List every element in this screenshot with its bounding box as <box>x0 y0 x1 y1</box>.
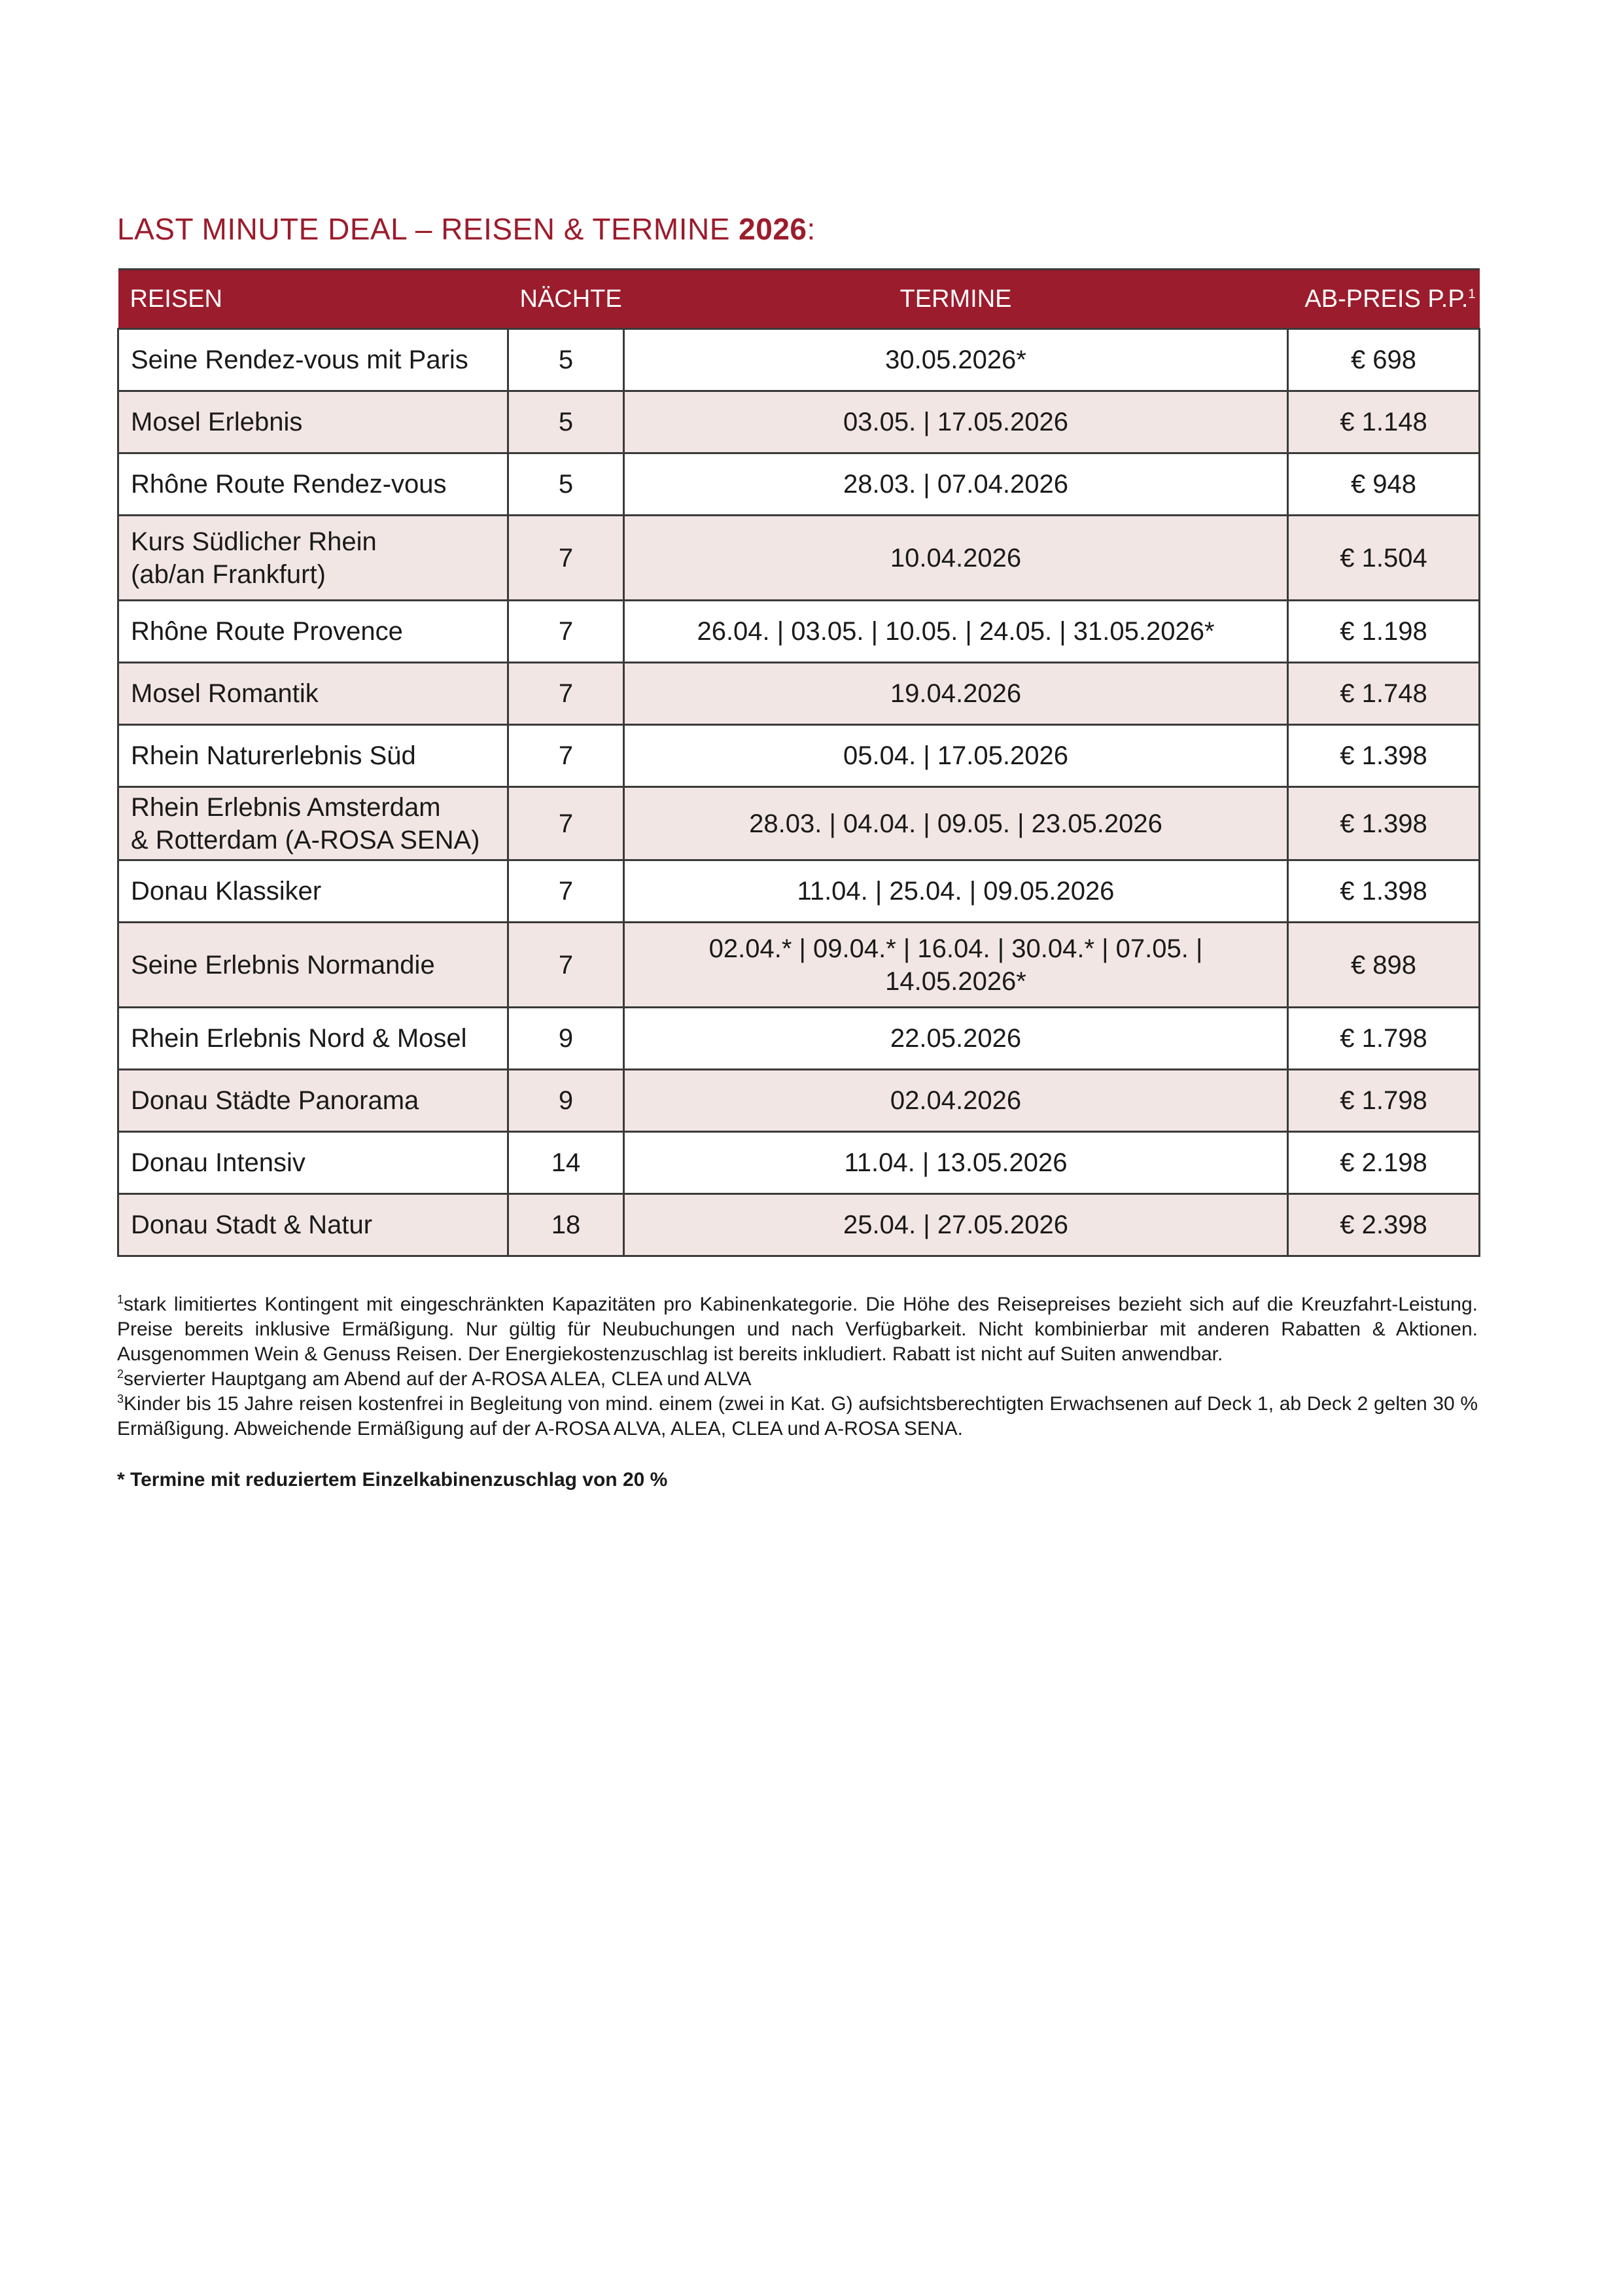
cell-reise: Mosel Erlebnis <box>118 391 508 453</box>
footnote-3-mark: 3 <box>117 1392 124 1405</box>
cell-naechte: 7 <box>508 860 624 923</box>
cell-termine: 25.04. | 27.05.2026 <box>624 1194 1288 1256</box>
cell-preis: € 1.504 <box>1288 516 1480 601</box>
footnote-3 <box>117 1392 1478 1441</box>
cell-preis: € 1.398 <box>1288 860 1480 923</box>
cell-preis: € 2.198 <box>1288 1132 1480 1194</box>
cell-termine: 19.04.2026 <box>624 663 1288 725</box>
table-row <box>118 516 1480 601</box>
cell-termine: 22.05.2026 <box>624 1008 1288 1070</box>
cell-naechte: 9 <box>508 1008 624 1070</box>
cell-preis: € 1.198 <box>1288 601 1480 663</box>
cell-preis: € 1.798 <box>1288 1008 1480 1070</box>
page <box>117 209 1478 1492</box>
cell-preis: € 1.798 <box>1288 1070 1480 1132</box>
table-body <box>118 329 1480 1256</box>
cell-naechte: 7 <box>508 923 624 1008</box>
cell-termine: 03.05. | 17.05.2026 <box>624 391 1288 453</box>
cell-naechte: 14 <box>508 1132 624 1194</box>
cell-preis: € 1.148 <box>1288 391 1480 453</box>
cell-naechte: 9 <box>508 1070 624 1132</box>
table-row <box>118 453 1480 516</box>
cell-naechte: 5 <box>508 329 624 391</box>
header-termine: TERMINE <box>624 270 1288 329</box>
cell-reise: Seine Rendez-vous mit Paris <box>118 329 508 391</box>
cell-preis: € 898 <box>1288 923 1480 1008</box>
table-row <box>118 860 1480 923</box>
cell-naechte: 7 <box>508 516 624 601</box>
cell-termine: 30.05.2026* <box>624 329 1288 391</box>
cell-naechte: 7 <box>508 601 624 663</box>
cell-reise: Rhône Route Rendez-vous <box>118 453 508 516</box>
table-row <box>118 1132 1480 1194</box>
cell-naechte: 5 <box>508 453 624 516</box>
cell-termine: 02.04.* | 09.04.* | 16.04. | 30.04.* | 07.05. | 14.05.2026* <box>624 923 1288 1008</box>
cell-naechte: 7 <box>508 725 624 787</box>
table-row <box>118 391 1480 453</box>
cell-termine: 28.03. | 07.04.2026 <box>624 453 1288 516</box>
page-title <box>117 209 1478 250</box>
cell-naechte: 18 <box>508 1194 624 1256</box>
cell-termine: 26.04. | 03.05. | 10.05. | 24.05. | 31.05.2026* <box>624 601 1288 663</box>
cell-reise: Rhein Naturerlebnis Süd <box>118 725 508 787</box>
title-suffix: : <box>807 212 816 246</box>
cell-termine: 02.04.2026 <box>624 1070 1288 1132</box>
table-row <box>118 1194 1480 1256</box>
table-row <box>118 663 1480 725</box>
footnotes <box>117 1292 1478 1492</box>
table-row <box>118 787 1480 860</box>
footnote-2-text: servierter Hauptgang am Abend auf der A-ROSA ALEA, CLEA und ALVA <box>124 1368 752 1390</box>
footnote-star: * Termine mit reduziertem Einzelkabinenzuschlag von 20 % <box>117 1469 668 1491</box>
table-row <box>118 725 1480 787</box>
cell-preis: € 948 <box>1288 453 1480 516</box>
footnote-2 <box>117 1367 1478 1392</box>
table-row <box>118 601 1480 663</box>
table-row <box>118 329 1480 391</box>
cell-termine: 28.03. | 04.04. | 09.05. | 23.05.2026 <box>624 787 1288 860</box>
cell-reise: Rhein Erlebnis Amsterdam & Rotterdam (A-ROSA SENA) <box>118 787 508 860</box>
cell-preis: € 1.398 <box>1288 725 1480 787</box>
table-row <box>118 1070 1480 1132</box>
cell-termine: 10.04.2026 <box>624 516 1288 601</box>
cell-reise: Donau Stadt & Natur <box>118 1194 508 1256</box>
header-preis-label: AB-PREIS P.P. <box>1304 285 1469 313</box>
table-row <box>118 923 1480 1008</box>
cell-reise: Rhône Route Provence <box>118 601 508 663</box>
footnote-1-text: stark limitiertes Kontingent mit eingeschränkten Kapazitäten pro Kabinenkategorie. Die Höhe des Reisepreises bezieht sich auf die Kreuzfahrt-Leistung. Preise bereits inklusive Ermäßigung. Nur gültig für Neubuchungen und nach Verfügbarkeit. Nicht kombinierbar mit anderen Rabatten & Aktionen. Ausgenommen Wein & Genuss Reisen. Der Energiekostenzuschlag ist bereits inkludiert. Rabatt ist nicht auf Suiten anwendbar. <box>117 1294 1478 1365</box>
cell-naechte: 7 <box>508 787 624 860</box>
title-text: LAST MINUTE DEAL – REISEN & TERMINE <box>117 212 739 246</box>
footnote-2-mark: 2 <box>117 1368 124 1381</box>
cell-termine: 11.04. | 25.04. | 09.05.2026 <box>624 860 1288 923</box>
cell-termine: 05.04. | 17.05.2026 <box>624 725 1288 787</box>
table-header-row <box>118 270 1480 329</box>
header-naechte: NÄCHTE <box>508 270 624 329</box>
cell-reise: Donau Intensiv <box>118 1132 508 1194</box>
cell-preis: € 2.398 <box>1288 1194 1480 1256</box>
footnote-1-mark: 1 <box>117 1293 124 1306</box>
header-preis-footnote-mark: 1 <box>1468 286 1476 301</box>
cell-termine: 11.04. | 13.05.2026 <box>624 1132 1288 1194</box>
cell-reise: Donau Städte Panorama <box>118 1070 508 1132</box>
cell-reise: Kurs Südlicher Rhein (ab/an Frankfurt) <box>118 516 508 601</box>
table-row <box>118 1008 1480 1070</box>
footnote-3-text: Kinder bis 15 Jahre reisen kostenfrei in Begleitung von mind. einem (zwei in Kat. G) aufsichtsberechtigten Erwachsenen auf Deck 1, ab Deck 2 gelten 30 % Ermäßigung. Abweichende Ermäßigung auf der A-ROSA ALVA, ALEA, CLEA und A-ROSA SENA. <box>117 1393 1478 1439</box>
cell-preis: € 1.748 <box>1288 663 1480 725</box>
title-year: 2026 <box>739 212 807 246</box>
cell-preis: € 1.398 <box>1288 787 1480 860</box>
cell-reise: Donau Klassiker <box>118 860 508 923</box>
cell-reise: Rhein Erlebnis Nord & Mosel <box>118 1008 508 1070</box>
cell-naechte: 7 <box>508 663 624 725</box>
footnote-1 <box>117 1292 1478 1367</box>
cell-preis: € 698 <box>1288 329 1480 391</box>
header-preis <box>1288 270 1480 329</box>
cell-reise: Mosel Romantik <box>118 663 508 725</box>
header-reisen: REISEN <box>118 270 508 329</box>
cell-naechte: 5 <box>508 391 624 453</box>
cell-reise: Seine Erlebnis Normandie <box>118 923 508 1008</box>
deals-table <box>117 268 1480 1257</box>
